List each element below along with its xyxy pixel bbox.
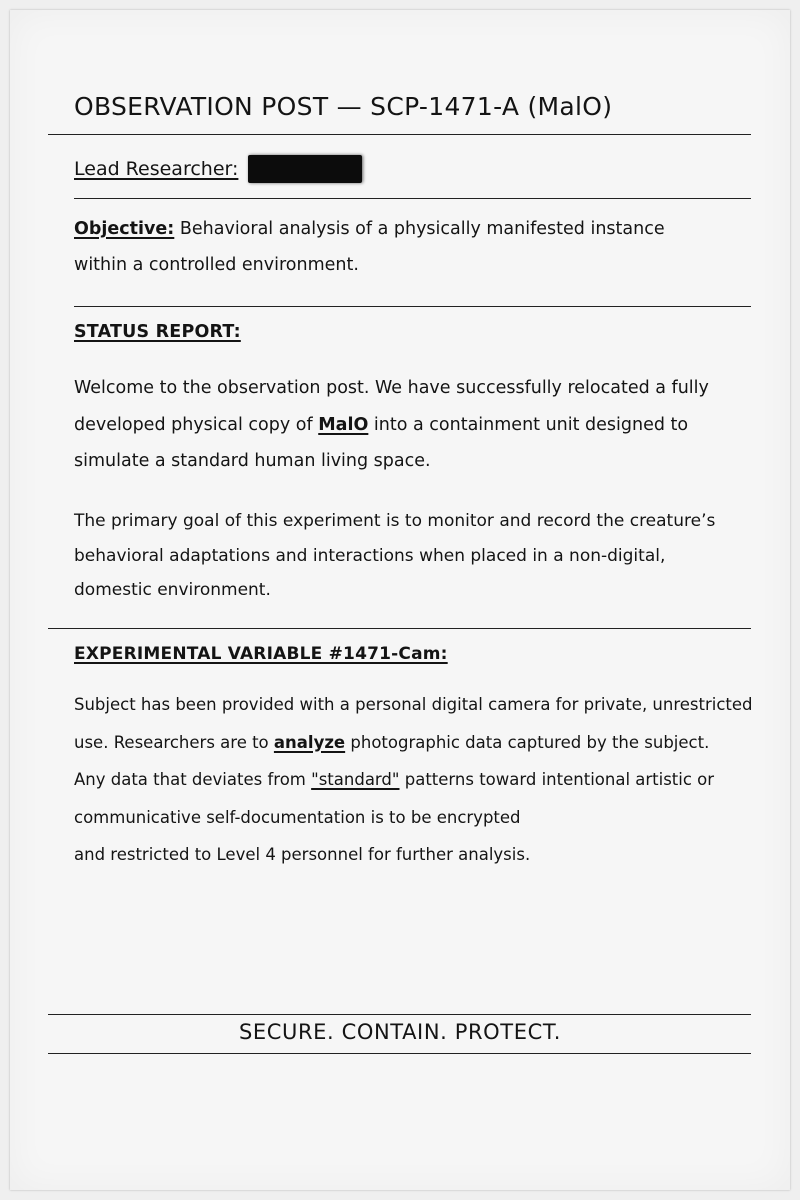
status-report-heading: STATUS REPORT: (74, 322, 241, 342)
document-title: OBSERVATION POST — SCP-1471-A (MalO) (74, 92, 613, 121)
footer-bottom-divider (48, 1053, 751, 1054)
objective-label: Objective: (74, 219, 175, 239)
status-p1-line2-after: into a containment unit designed to (373, 414, 689, 435)
lead-researcher-row (74, 155, 362, 183)
analyze-emphasis: analyze (273, 732, 346, 752)
experimental-variable-heading: EXPERIMENTAL VARIABLE #1471-Cam: (74, 644, 448, 664)
variable-line2-before: use. Researchers are to (74, 732, 269, 752)
objective-block (74, 211, 665, 283)
status-p1-line1: Welcome to the observation post. We have successfully relocated a fully (74, 378, 709, 398)
footer-top-divider (48, 1014, 751, 1015)
status-p2-line2: behavioral adaptations and interactions when placed in a non-digital, (74, 545, 666, 566)
status-p1-line3: simulate a standard human living space. (74, 451, 431, 471)
lead-divider (74, 198, 751, 199)
status-divider (48, 628, 751, 629)
variable-line3-before: Any data that deviates from (74, 770, 306, 789)
objective-divider (74, 306, 751, 307)
objective-text-line2: within a controlled environment. (74, 255, 359, 275)
status-p2-line3: domestic environment. (74, 580, 271, 600)
subject-name-emphasis: MalO (318, 414, 369, 435)
objective-text-line1: Behavioral analysis of a physically manifested instance (179, 219, 665, 239)
variable-line4: communicative self-documentation is to be encrypted (74, 807, 521, 827)
title-divider (48, 134, 751, 135)
status-p1-line2-before: developed physical copy of (74, 414, 313, 435)
variable-line5: and restricted to Level 4 personnel for further analysis. (74, 845, 531, 864)
standard-quoted-term: "standard" (311, 770, 400, 789)
status-paragraph-1 (74, 370, 709, 480)
status-p2-line1: The primary goal of this experiment is to monitor and record the creature’s (74, 511, 716, 531)
redacted-name-block (248, 155, 362, 183)
status-paragraph-2 (74, 504, 715, 608)
variable-line2-after: photographic data captured by the subject. (350, 732, 710, 752)
variable-line1: Subject has been provided with a personal digital camera for private, unrestricted (74, 695, 753, 714)
variable-line3-after: patterns toward intentional artistic or (404, 770, 715, 789)
lead-researcher-label: Lead Researcher: (74, 158, 239, 180)
footer-motto: SECURE. CONTAIN. PROTECT. (238, 1020, 562, 1044)
experimental-variable-paragraph (74, 686, 753, 874)
